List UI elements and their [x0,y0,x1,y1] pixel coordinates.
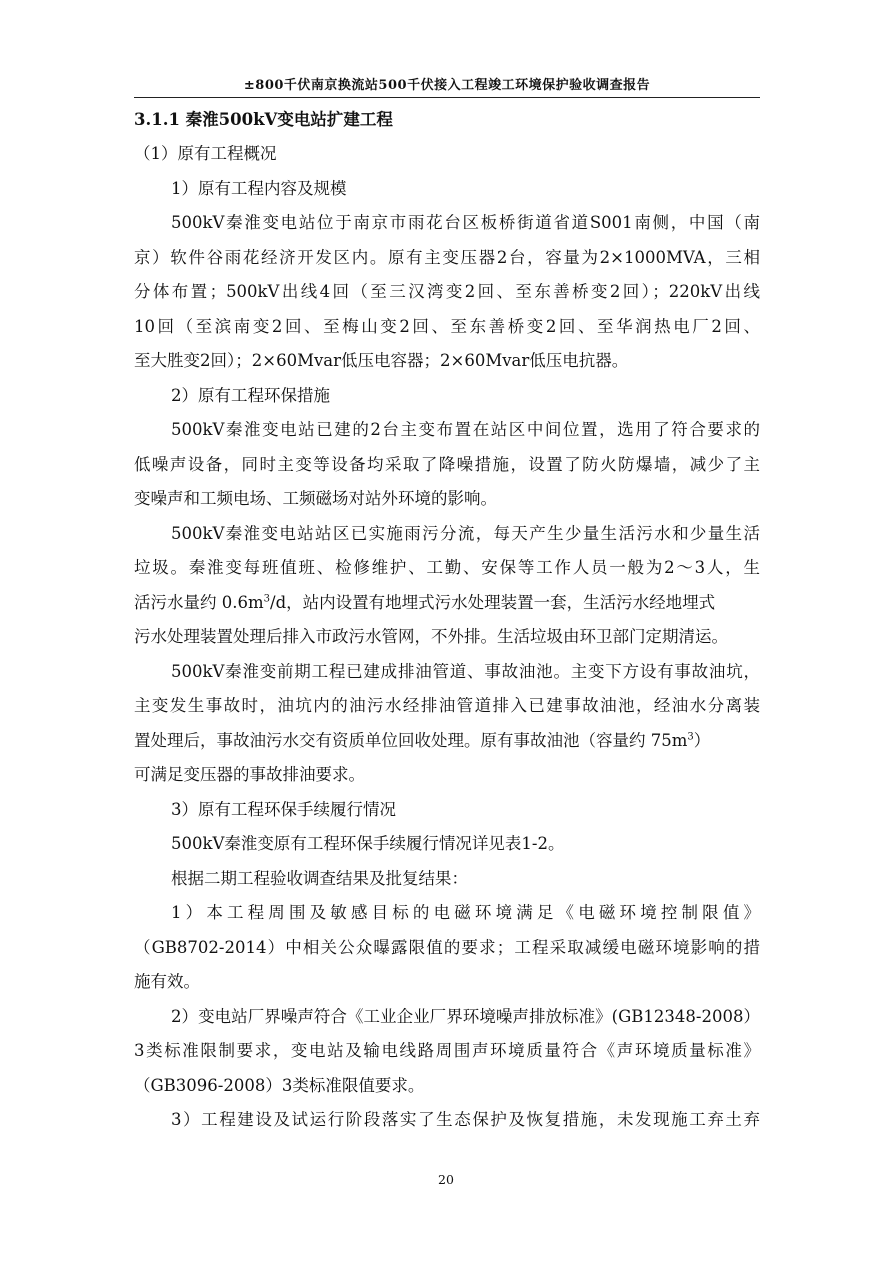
text-run: 活污水量约 0.6m [134,592,264,612]
paragraph-line: 500kV秦淮变电站位于南京市雨花台区板桥街道省道S001南侧，中国（南 [171,213,760,232]
text-run: 置处理后，事故油污水交有资质单位回收处理。原有事故油池（容量约 75m [134,730,688,750]
paragraph-line: 500kV秦淮变电站已建的2台主变布置在站区中间位置，选用了符合要求的 [171,420,760,439]
paragraph-line: 2）变电站厂界噪声符合《工业企业厂界环境噪声排放标准》(GB12348-2008） [171,1006,760,1026]
paragraph-line: 变噪声和工频电场、工频磁场对站外环境的影响。 [134,489,497,508]
paragraph-line [134,586,760,621]
paragraph-line: 1）本工程周围及敏感目标的电磁环境满足《电磁环境控制限值》 [171,903,760,922]
subheading-procedures: 3）原有工程环保手续履行情况 [171,799,396,819]
document-body [134,103,760,1138]
subheading-existing-project: （1）原有工程概况 [134,144,277,163]
paragraph-line: 京）软件谷雨花经济开发区内。原有主变压器2台，容量为2×1000MVA，三相 [134,247,760,267]
paragraph-line: （GB8702-2014）中相关公众曝露限值的要求；工程采取减缓电磁环境影响的措 [134,937,760,957]
header-rule [134,97,760,98]
section-heading: 3.1.1 秦淮500kV变电站扩建工程 [134,110,393,129]
paragraph-line: 施有效。 [134,972,200,991]
paragraph-line: 3）工程建设及试运行阶段落实了生态保护及恢复措施，未发现施工弃土弃 [171,1110,760,1129]
paragraph-line: 污水处理装置处理后排入市政污水管网，不外排。生活垃圾由环卫部门定期清运。 [134,627,728,646]
paragraph-line: 根据二期工程验收调查结果及批复结果： [171,868,468,888]
page-header: ±800千伏南京换流站500千伏接入工程竣工环境保护验收调查报告 [243,78,651,93]
paragraph-line: 至大胜变2回）；2×60Mvar低压电容器；2×60Mvar低压电抗器。 [134,351,629,370]
text-run: /d，站内设置有地埋式污水处理装置一套，生活污水经地埋式 [270,592,716,612]
paragraph-line: 500kV秦淮变前期工程已建成排油管道、事故油池。主变下方设有事故油坑， [171,661,760,681]
text-run: ） [693,730,711,750]
paragraph-line: 500kV秦淮变原有工程环保手续履行情况详见表1-2。 [171,834,565,853]
paragraph-line: 500kV秦淮变电站站区已实施雨污分流，每天产生少量生活污水和少量生活 [171,523,760,543]
subheading-content-scale: 1）原有工程内容及规模 [171,178,347,198]
subheading-env-measures: 2）原有工程环保措施 [171,385,330,405]
page-number: 20 [438,1172,454,1187]
paragraph-line: 10回（至滨南变2回、至梅山变2回、至东善桥变2回、至华润热电厂2回、 [134,316,760,336]
paragraph-line: 垃圾。秦淮变每班值班、检修维护、工勤、安保等工作人员一般为2～3人，生 [134,558,760,577]
paragraph-line: 低噪声设备，同时主变等设备均采取了降噪措施，设置了防火防爆墙，减少了主 [134,454,760,474]
superscript: 3 [687,731,694,742]
paragraph-line: 分体布置；500kV出线4回（至三汉湾变2回、至东善桥变2回）；220kV出线 [134,282,760,301]
paragraph-line: 3类标准限制要求，变电站及输电线路周围声环境质量符合《声环境质量标准》 [134,1041,760,1060]
paragraph-line [134,724,760,759]
paragraph-line: （GB3096-2008）3类标准限值要求。 [134,1075,425,1095]
superscript: 3 [263,593,271,604]
paragraph-line: 主变发生事故时，油坑内的油污水经排油管道排入已建事故油池，经油水分离装 [134,696,760,715]
paragraph-line: 可满足变压器的事故排油要求。 [134,765,365,784]
